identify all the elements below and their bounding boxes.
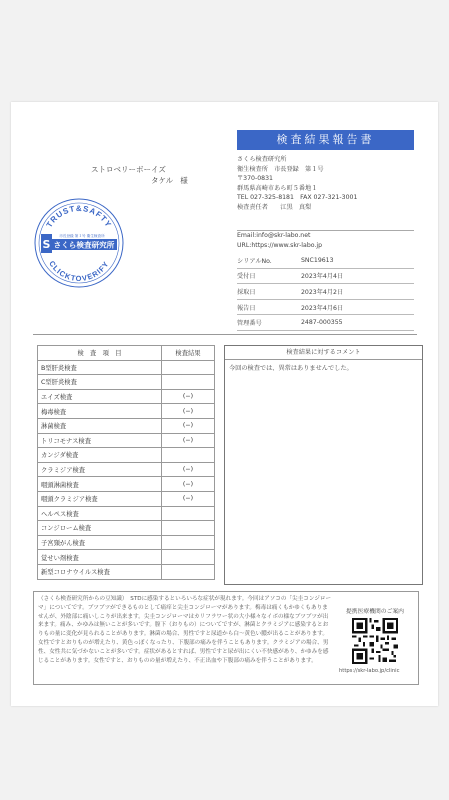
comment-box xyxy=(224,345,423,585)
qr-url[interactable]: https://skr-labo.jp/clinic xyxy=(339,668,400,674)
test-item: 淋菌検査 xyxy=(38,418,162,433)
meta-value: SNC19613 xyxy=(301,256,334,264)
header-item: 検 査 項 目 xyxy=(38,346,162,361)
test-item: クラミジア検査 xyxy=(38,462,162,477)
contact-info xyxy=(237,230,414,251)
contact-url[interactable]: URL:https://www.skr-labo.jp xyxy=(237,242,323,249)
test-result xyxy=(162,360,215,375)
meta-row-received xyxy=(237,269,414,285)
table-row xyxy=(38,550,215,565)
lab-address: 群馬県高崎市あら町５番地１ xyxy=(237,184,318,192)
meta-row-collected xyxy=(237,284,414,300)
meta-value: 2023年4月2日 xyxy=(301,288,344,296)
lab-info xyxy=(237,155,357,213)
comment-body: 今回の検査では、異常はありませんでした。 xyxy=(229,365,353,372)
table-row xyxy=(38,477,215,492)
test-item: B型肝炎検査 xyxy=(38,360,162,375)
table-row xyxy=(38,462,215,477)
lab-seal xyxy=(33,197,125,289)
table-row xyxy=(38,521,215,536)
test-result xyxy=(162,448,215,463)
table-row xyxy=(38,491,215,506)
test-item: 梅毒検査 xyxy=(38,404,162,419)
test-item: カンジダ検査 xyxy=(38,448,162,463)
meta-label: 管理番号 xyxy=(237,320,262,328)
section-divider xyxy=(33,334,417,335)
qr-title: 提携医療機関のご案内 xyxy=(346,609,404,615)
table-row xyxy=(38,375,215,390)
table-row xyxy=(38,418,215,433)
seal-name: さくら検査研究所 xyxy=(53,240,115,250)
test-result xyxy=(162,375,215,390)
meta-row-serial xyxy=(237,253,414,269)
lab-name: さくら検査研究所 xyxy=(237,156,287,163)
notice-text: （さくら検査研究所からの豆知識） STDに感染するといろいろな症状が現れます。今回はアソコの「尖圭コンジローマ」についてです。ブツブツができるものとして痛痒と尖圭コンジローマがあります。梅毒は痛くもかゆくもありませんが、外陰部に痛いしこりが出来ます。尖圭コンジローマはカリフラワー状の大小様々なイボの様なブツブツが出来ます。痛み、かゆみは無いことが多いです。膣下（おりもの）についてですが、淋菌とクラミジアに感染するとおりもの量に変化が見られることがあります。淋菌の場合、男性ですと尿道から白～黄色い膿が出ることがあります。女性ですとおりものが増えたり、黄色っぽくなったり、下腹部の痛みを伴うこともあります。クラミジアの場合、男性、女性共に気づかないことが多いです。症状があるとすれば、男性ですと尿が出にくい不快感があり、かゆみを感じることがあります。女性ですと、おりものの量が増えたり、不正出血や下腹部の痛みを伴うことがあります。 xyxy=(38,596,332,664)
test-item: 咽頭クラミジア検査 xyxy=(38,491,162,506)
test-item: C型肝炎検査 xyxy=(38,375,162,390)
qr-code[interactable] xyxy=(352,618,398,664)
table-row xyxy=(38,389,215,404)
test-result xyxy=(162,506,215,521)
test-item: 咽頭淋菌検査 xyxy=(38,477,162,492)
lab-postal: 〒370-0831 xyxy=(237,175,273,183)
recipient-honorific: 様 xyxy=(180,176,188,185)
test-item: 子宮頸がん検査 xyxy=(38,535,162,550)
recipient-block xyxy=(91,164,188,186)
seal-bottom-text: CLICKTOVERIFY xyxy=(47,259,111,284)
test-result xyxy=(162,535,215,550)
test-result xyxy=(162,521,215,536)
table-row xyxy=(38,564,215,579)
test-result xyxy=(162,564,215,579)
test-result: (−) xyxy=(162,404,215,419)
lab-phone: TEL 027-325-8181 FAX 027-321-3001 xyxy=(237,194,358,202)
recipient-person: タケル xyxy=(151,176,174,185)
test-result: (−) xyxy=(162,418,215,433)
test-result: (−) xyxy=(162,491,215,506)
seal-top-text: TRUST&SAFTY xyxy=(44,203,114,230)
test-result: (−) xyxy=(162,389,215,404)
header-result: 検査結果 xyxy=(162,346,215,361)
seal-logo-letter: S xyxy=(42,238,51,251)
notice-box xyxy=(33,591,419,685)
test-item: エイズ検査 xyxy=(38,389,162,404)
meta-value: 2023年4月6日 xyxy=(301,304,344,312)
meta-value: 2023年4月4日 xyxy=(301,273,344,281)
table-row xyxy=(38,360,215,375)
lab-registration: 衛生検査所 市長登録 第１号 xyxy=(237,165,324,173)
meta-row-control xyxy=(237,315,414,331)
test-item: 新型コロナウイルス検査 xyxy=(38,564,162,579)
meta-label: シリアルNo. xyxy=(237,257,272,265)
meta-label: 受付日 xyxy=(237,273,256,281)
table-row xyxy=(38,433,215,448)
table-row xyxy=(38,535,215,550)
meta-value: 2487-000355 xyxy=(301,319,343,327)
test-item: ヘルペス検査 xyxy=(38,506,162,521)
meta-row-reported xyxy=(237,300,414,316)
results-header-row xyxy=(38,346,215,361)
report-paper xyxy=(11,102,438,706)
contact-email[interactable]: Email:info@skr-labo.net xyxy=(237,232,311,239)
comment-header: 検査結果に対するコメント xyxy=(225,346,422,360)
test-item: コンジローム検査 xyxy=(38,521,162,536)
report-title: 検査結果報告書 xyxy=(237,130,414,150)
recipient-name: ストロベリーボーイズ xyxy=(91,165,166,174)
meta-table xyxy=(237,253,414,331)
seal-small-text: 市長登録 第１号 衛生検査所 xyxy=(59,234,105,238)
lab-manager: 検査責任者 江黒 真梨 xyxy=(237,203,312,211)
test-result: (−) xyxy=(162,477,215,492)
meta-label: 報告日 xyxy=(237,304,256,312)
test-item: 覚せい剤検査 xyxy=(38,550,162,565)
test-result xyxy=(162,550,215,565)
test-item: トリコモナス検査 xyxy=(38,433,162,448)
test-result: (−) xyxy=(162,462,215,477)
test-result: (−) xyxy=(162,433,215,448)
results-table xyxy=(37,345,215,580)
table-row xyxy=(38,448,215,463)
meta-label: 採取日 xyxy=(237,288,256,296)
table-row xyxy=(38,404,215,419)
table-row xyxy=(38,506,215,521)
